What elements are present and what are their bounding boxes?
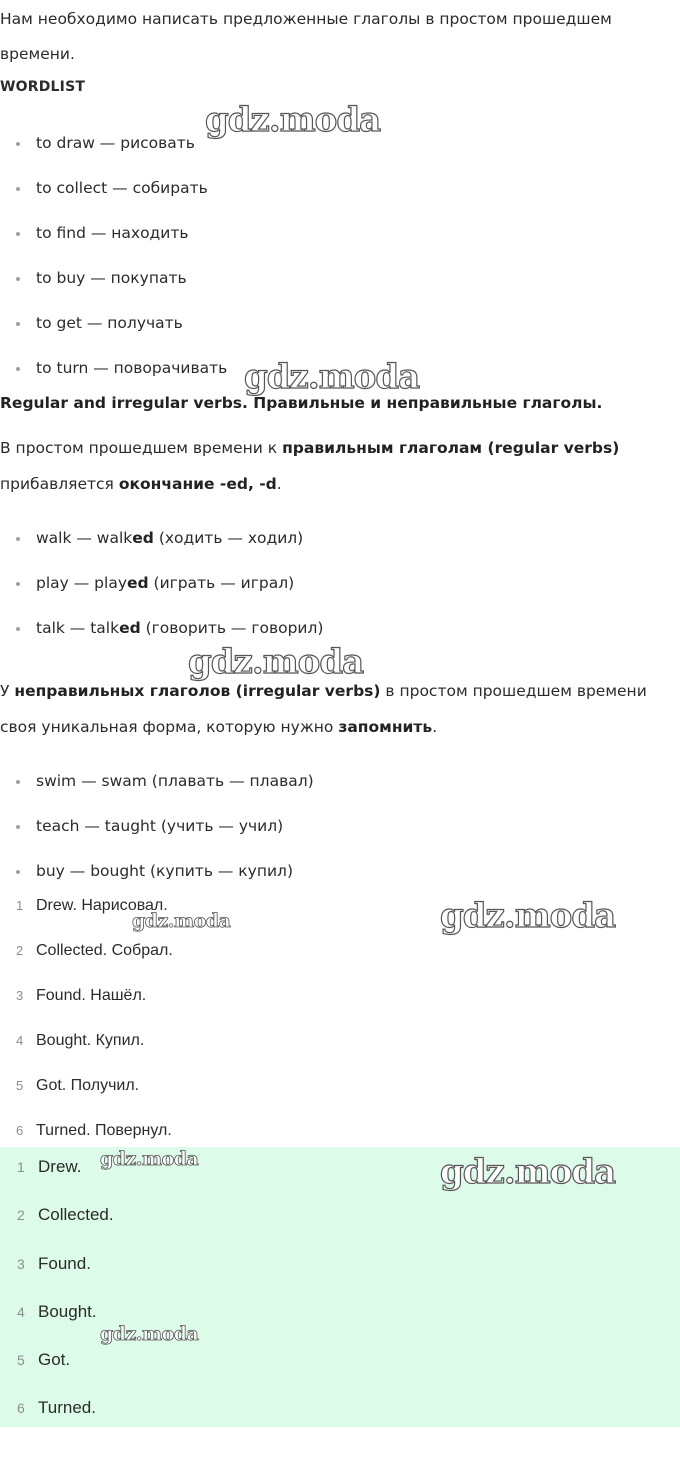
list-item: play — played (играть — играл) [0, 573, 680, 618]
bullet-icon [16, 187, 20, 191]
irregular-examples [0, 771, 680, 906]
list-item: 1 Drew. Нарисовал. [16, 897, 168, 914]
list-item: 2 Collected. Собрал. [16, 942, 173, 959]
watermark: gdz.moda [100, 1323, 199, 1345]
bullet-icon [16, 870, 20, 874]
list-item: swim — swam (плавать — плавал) [0, 771, 680, 816]
watermark: gdz.moda [440, 1152, 616, 1192]
bullet-icon [16, 582, 20, 586]
rules-heading: Regular and irregular verbs. Правильные и неправильные глаголы. [0, 394, 603, 412]
list-item: to buy — покупать [0, 268, 680, 313]
list-item: to draw — рисовать [0, 133, 680, 178]
list-item: to collect — собирать [0, 178, 680, 223]
list-item: walk — walked (ходить — ходил) [0, 528, 680, 573]
list-item: 6 Turned. [17, 1398, 96, 1418]
regular-rule-line-1: В простом прошедшем времени к правильным глаголам (regular verbs) [0, 439, 620, 457]
bullet-icon [16, 825, 20, 829]
list-item: 4 Bought. [17, 1301, 97, 1321]
list-item: 5 Got. [17, 1350, 71, 1370]
list-item: 5 Got. Получил. [16, 1077, 140, 1094]
list-item: talk — talked (говорить — говорил) [0, 618, 680, 663]
list-item: buy — bought (купить — купил) [0, 861, 680, 906]
watermark: gdz.moda [132, 910, 231, 932]
list-item: 6 Turned. Повернул. [16, 1122, 172, 1139]
bullet-icon [16, 232, 20, 236]
irregular-rule-line-1: У неправильных глаголов (irregular verbs) в простом прошедшем времени [0, 682, 647, 700]
solution-list [0, 896, 680, 1166]
bullet-icon [16, 367, 20, 371]
watermark: gdz.moda [188, 642, 364, 682]
list-item: to get — получать [0, 313, 680, 358]
list-item: 1 Drew. [17, 1157, 82, 1176]
watermark: gdz.moda [440, 896, 616, 936]
answer-list [0, 1157, 680, 1447]
list-item: 3 Found. [17, 1253, 91, 1273]
wordlist-heading: WORDLIST [0, 79, 86, 95]
list-item: 3 Found. Нашёл. [16, 987, 147, 1004]
list-item: teach — taught (учить — учил) [0, 816, 680, 861]
irregular-rule-line-2: своя уникальная форма, которую нужно запомнить. [0, 718, 438, 736]
list-item: 4 Bought. Купил. [16, 1032, 145, 1049]
list-item: to turn — поворачивать [0, 358, 680, 403]
bullet-icon [16, 142, 20, 146]
intro-line-2: времени. [0, 45, 75, 63]
bullet-icon [16, 277, 20, 281]
intro-line-1: Нам необходимо написать предложенные глаголы в простом прошедшем [0, 10, 612, 28]
bullet-icon [16, 537, 20, 541]
list-item: 2 Collected. [17, 1205, 114, 1225]
bullet-icon [16, 627, 20, 631]
regular-rule-line-2: прибавляется окончание -ed, -d. [0, 475, 282, 493]
watermark: gdz.moda [100, 1148, 199, 1170]
bullet-icon [16, 780, 20, 784]
watermark: gdz.moda [244, 357, 420, 397]
watermark: gdz.moda [205, 100, 381, 140]
bullet-icon [16, 322, 20, 326]
list-item: to find — находить [0, 223, 680, 268]
